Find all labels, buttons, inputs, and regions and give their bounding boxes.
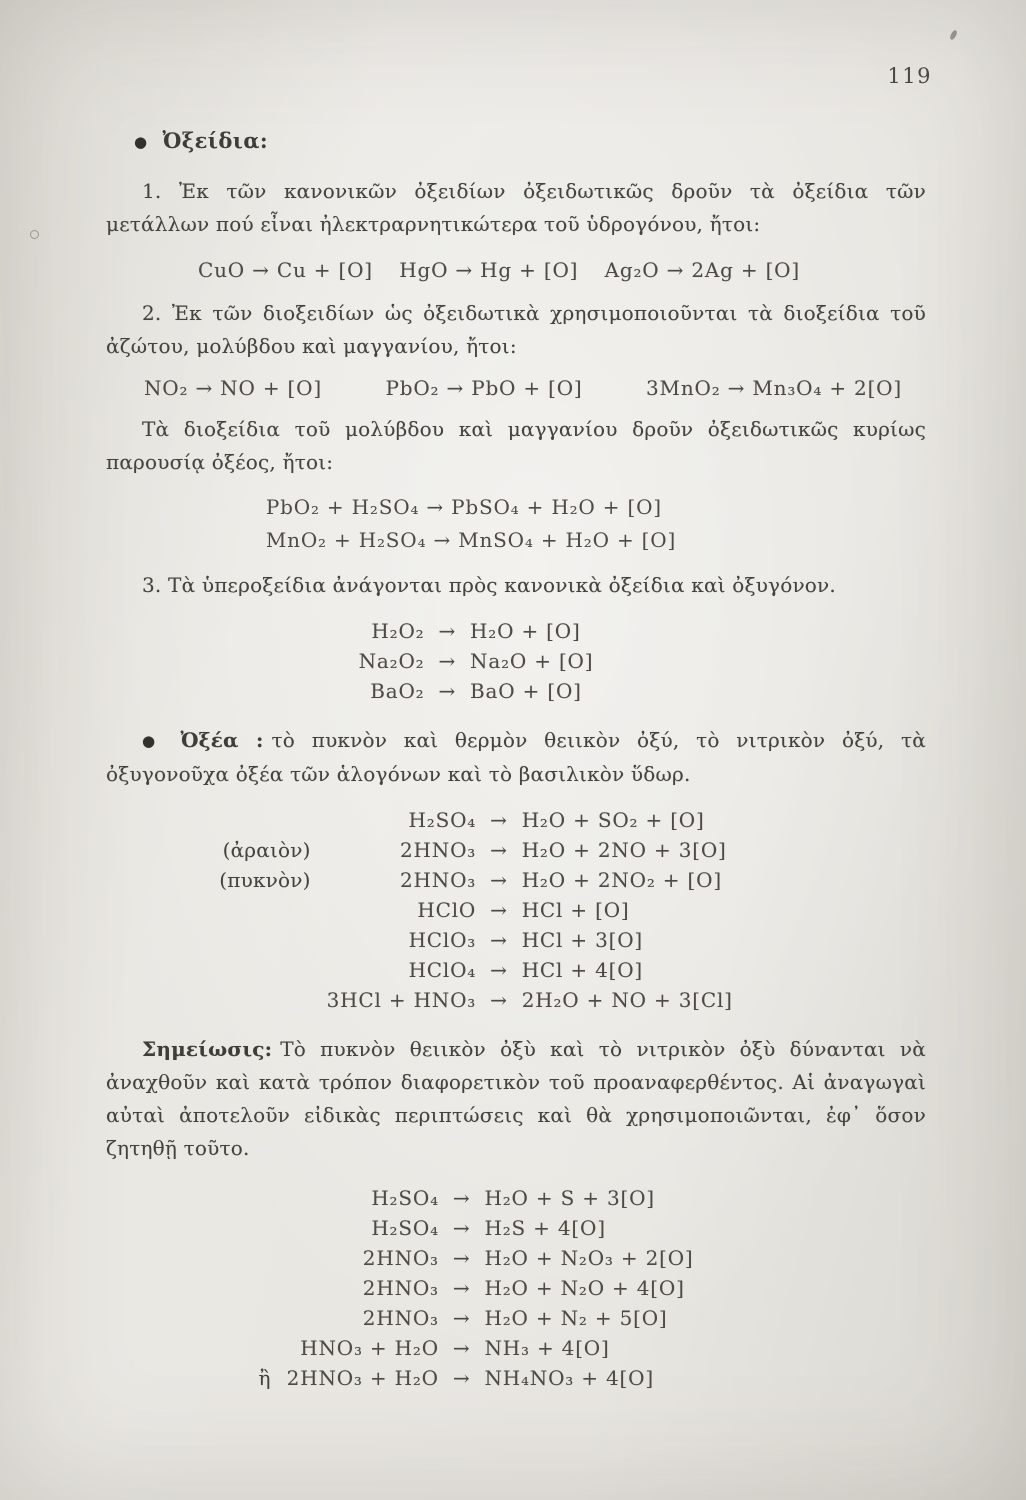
oxides-heading-line — [134, 128, 926, 155]
equation-label — [219, 805, 326, 835]
equation-rhs: H₂O + SO₂ + [O] — [521, 808, 705, 832]
equation-lhs: 3HCl + HNO₃ — [326, 988, 477, 1012]
equation-rhs: H₂O + N₂ + 5[O] — [484, 1306, 668, 1330]
equation-rhs: H₂O + 2NO₂ + [O] — [521, 868, 722, 892]
acid-equations — [219, 805, 733, 1015]
equation-label — [258, 1213, 286, 1243]
equation-label — [219, 925, 326, 955]
oxides-paragraph-4: 3. Τὰ ὑπεροξείδια ἀνάγονται πρὸς κανονικὰ ὀξείδια καὶ ὀξυγόνον. — [142, 573, 836, 597]
equation-rhs: HCl + [O] — [521, 898, 630, 922]
equation-lhs: 2HNO₃ — [400, 838, 477, 862]
arrow-icon: → — [490, 868, 508, 892]
equation: MnO₂ + H₂SO₄ → MnSO₄ + H₂O + [O] — [265, 528, 677, 552]
oxides-equation-row-1 — [106, 255, 926, 285]
page-number: 119 — [887, 64, 932, 88]
equation-lhs: Na₂O₂ — [358, 649, 425, 673]
equation-label: ἢ — [258, 1366, 271, 1390]
acid-presence-equations — [266, 491, 676, 557]
oxides-paragraph-2: 2. Ἐκ τῶν διοξειδίων ὡς ὀξειδωτικὰ χρησιμοποιοῦνται τὰ διοξείδια τοῦ ἀζώτου, μολύβδου καὶ μαγγανίου, ἤτοι: — [106, 301, 926, 358]
equation-rhs: HCl + 4[O] — [521, 958, 644, 982]
oxides-paragraph-1: 1. Ἐκ τῶν κανονικῶν ὀξειδίων ὀξειδωτικῶς δροῦν τὰ ὀξείδια τῶν μετάλλων πού εἶναι ἠλεκτραρνητικώτερα τοῦ ὑδρογόνου, ἤτοι: — [106, 179, 926, 236]
arrow-icon: → — [438, 619, 457, 643]
equation: HgO → Hg + [O] — [399, 258, 579, 282]
note-label: Σημείωσις: — [142, 1037, 273, 1061]
arrow-icon: → — [490, 988, 508, 1012]
oxides-equation-row-2 — [106, 373, 926, 403]
arrow-icon: → — [438, 679, 457, 703]
equation-lhs: H₂SO₄ — [371, 1186, 439, 1210]
equation-rhs: Na₂O + [O] — [470, 649, 594, 673]
arrow-icon: → — [452, 1366, 471, 1390]
equation-lhs: 2HNO₃ — [362, 1306, 439, 1330]
oxides-paragraph-3: Τὰ διοξείδια τοῦ μολύβδου καὶ μαγγανίου δροῦν ὀξειδωτικῶς κυρίως παρουσίᾳ ὀξέος, ἤτοι: — [106, 417, 926, 474]
equation-label — [219, 985, 326, 1015]
equation-lhs: 2HNO₃ + H₂O — [286, 1366, 439, 1390]
arrow-icon: → — [452, 1276, 471, 1300]
equation-label — [258, 1333, 286, 1363]
equation-rhs: HCl + 3[O] — [521, 928, 644, 952]
equation-lhs: H₂O₂ — [371, 619, 425, 643]
equation-label: (πυκνὸν) — [219, 868, 311, 892]
equation: PbO₂ → PbO + [O] — [385, 376, 583, 400]
note-equations — [258, 1183, 693, 1393]
equation-rhs: H₂O + [O] — [470, 619, 581, 643]
equation-lhs: HClO₄ — [408, 958, 477, 982]
equation-lhs: H₂SO₄ — [408, 808, 477, 832]
arrow-icon: → — [452, 1186, 471, 1210]
equation-label — [258, 1243, 286, 1273]
equation-rhs: BaO + [O] — [470, 679, 582, 703]
acids-paragraph — [106, 724, 926, 791]
acids-heading: Ὀξέα : — [180, 728, 264, 752]
arrow-icon: → — [452, 1246, 471, 1270]
equation-label — [258, 1303, 286, 1333]
acids-intro: τὸ πυκνὸν καὶ θερμὸν θειικὸν ὀξύ, τὸ νιτρικὸν ὀξύ, τὰ ὀξυγονοῦχα ὀξέα τῶν ἁλογόνων καὶ τὸ βασιλικὸν ὕδωρ. — [106, 728, 927, 786]
bullet-icon: ● — [134, 133, 148, 151]
equation-label — [258, 1183, 286, 1213]
arrow-icon: → — [452, 1216, 471, 1240]
oxides-heading: Ὀξείδια: — [162, 128, 269, 153]
equation-lhs: HNO₃ + H₂O — [300, 1336, 439, 1360]
equation: PbO₂ + H₂SO₄ → PbSO₄ + H₂O + [O] — [265, 495, 662, 519]
equation-lhs: HClO₃ — [408, 928, 477, 952]
equation-rhs: H₂O + N₂O₃ + 2[O] — [484, 1246, 694, 1270]
note-paragraph — [106, 1033, 926, 1165]
equation-lhs: 2HNO₃ — [362, 1276, 439, 1300]
arrow-icon: → — [490, 898, 508, 922]
equation: 3MnO₂ → Mn₃O₄ + 2[O] — [646, 376, 902, 400]
arrow-icon: → — [490, 958, 508, 982]
equation-lhs: HClO — [417, 898, 477, 922]
equation-rhs: H₂S + 4[O] — [484, 1216, 606, 1240]
arrow-icon: → — [438, 649, 457, 673]
equation: NO₂ → NO + [O] — [144, 376, 322, 400]
equation-rhs: NH₄NO₃ + 4[O] — [484, 1366, 654, 1390]
equation-rhs: H₂O + S + 3[O] — [484, 1186, 655, 1210]
equation-label: (ἀραιὸν) — [222, 838, 311, 862]
arrow-icon: → — [452, 1336, 471, 1360]
equation-label — [219, 955, 326, 985]
equation-label — [219, 895, 326, 925]
equation-lhs: 2HNO₃ — [400, 868, 477, 892]
note-text: Τὸ πυκνὸν θειικὸν ὀξὺ καὶ τὸ νιτρικὸν ὀξὺ δύνανται νὰ ἀναχθοῦν καὶ κατὰ τρόπον διαφορετικὸν τοῦ προαναφερθέντος. Αἱ ἀναγωγαὶ αὐταὶ ἀποτελοῦν εἰδικὰς περιπτώσεις καὶ θὰ χρησιμοποιῶνται, ἐφ᾽ ὅσον ζητηθῇ τοῦτο. — [106, 1037, 926, 1160]
bullet-icon: ● — [142, 732, 166, 750]
equation-rhs: H₂O + N₂O + 4[O] — [484, 1276, 685, 1300]
equation-lhs: BaO₂ — [370, 679, 425, 703]
equation-rhs: NH₃ + 4[O] — [484, 1336, 610, 1360]
equation-label — [258, 1273, 286, 1303]
arrow-icon: → — [490, 838, 508, 862]
equation-rhs: H₂O + 2NO + 3[O] — [521, 838, 727, 862]
equation-lhs: H₂SO₄ — [371, 1216, 439, 1240]
arrow-icon: → — [452, 1306, 471, 1330]
equation-lhs: 2HNO₃ — [362, 1246, 439, 1270]
equation: CuO → Cu + [O] — [198, 258, 373, 282]
arrow-icon: → — [490, 928, 508, 952]
arrow-icon: → — [490, 808, 508, 832]
peroxide-equations — [359, 616, 594, 706]
equation-rhs: 2H₂O + NO + 3[Cl] — [521, 988, 733, 1012]
equation: Ag₂O → 2Ag + [O] — [604, 258, 800, 282]
